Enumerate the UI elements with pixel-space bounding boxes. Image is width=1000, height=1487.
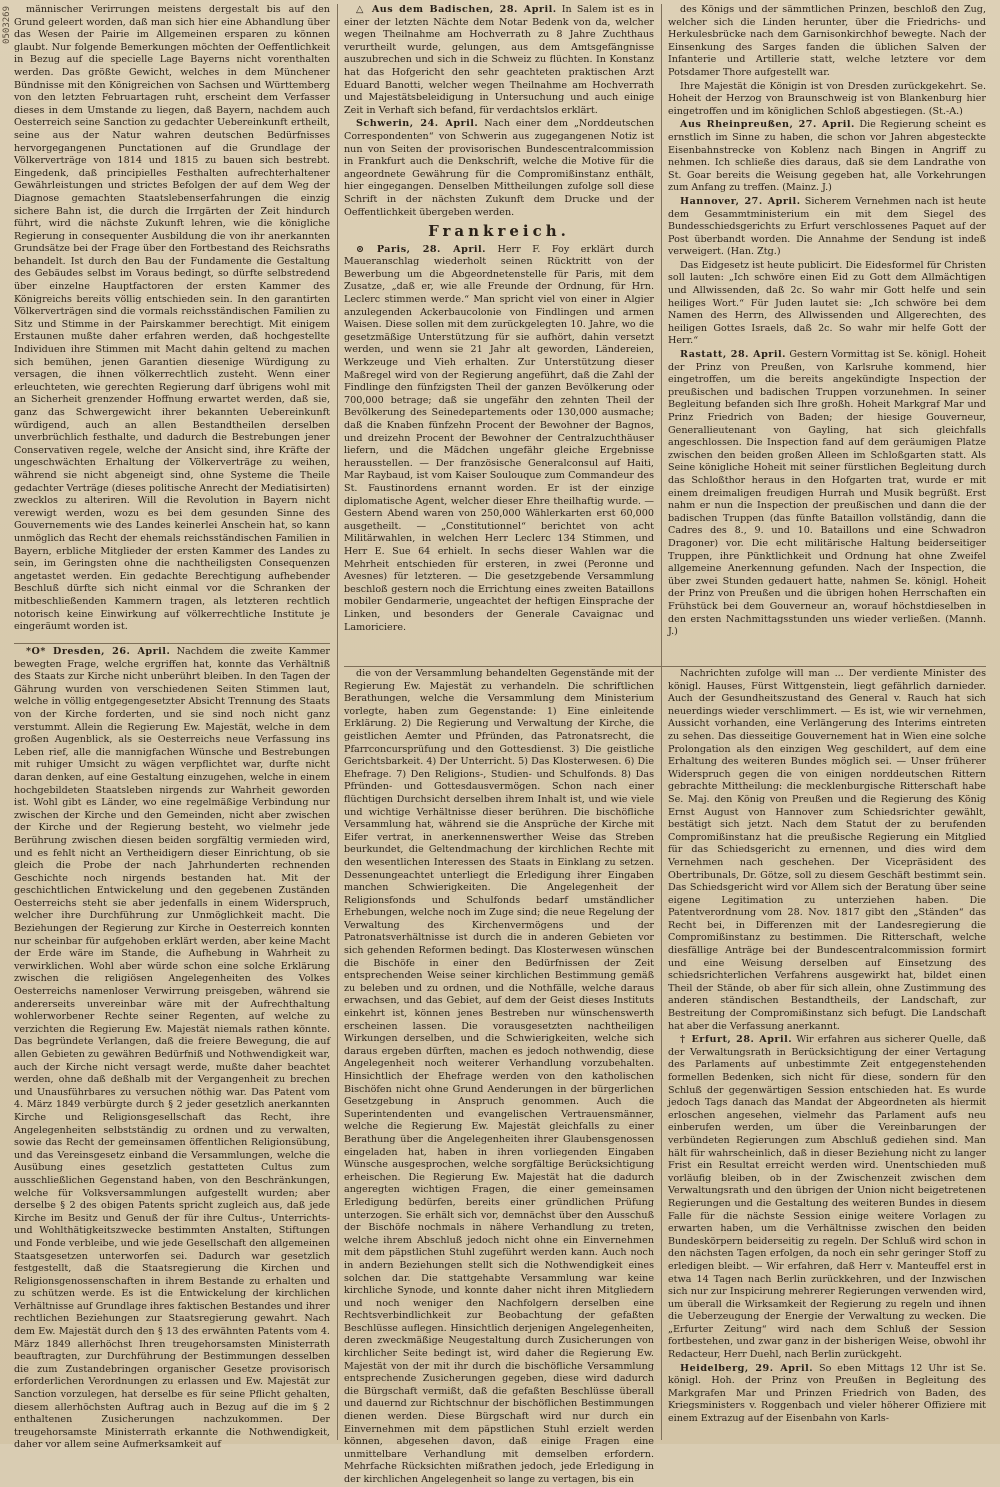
article-body: Wir erfahren aus sicherer Quelle, daß der Verwaltungsrath in Berücksichtigung der einer Vertagung des Parlaments auf unbestimmte Zeit entgegenstehenden formellen Bedenken, sich nicht für diese, sondern für den Schluß der gegenwärtigen Session entschieden hat. Es wurde jedoch Tags danach das Mandat der Abgeordneten als hiermit erloschen angesehen, vielmehr das Parlament aufs neu einberufen werden, um über die Vereinbarungen der verbündeten Regierungen zum Abschluß gediehen sind. Man hält für wahrscheinlich, daß in dieser Beziehung nicht zu langer Frist ein Resultat erreicht werden wird. Unentschieden muß vorläufig bleiben, ob in der Zwischenzeit zwischen dem Verwaltungsrath und den übrigen der Union nicht beigetretenen Regierungen und die Gestaltung des weiteren Bundes in diesem Falle für die nächste Session einige weitere Vorlagen zu erwarten haben, um die Verhältnisse zwischen den beiden Bundeskörpern beiderseitig zu regeln. Der Schluß wird schon in den nächsten Tagen erfolgen, da noch ein sehr geringer Stoff zu erledigen bleibt. — Wir erfahren, daß Herr v. Manteuffel erst in etwa 14 Tagen nach Berlin zurückkehren, und der Inzwischen sich nur zur Inspicirung mehrerer Regierungen verwenden wird, um überall die Wirksamkeit der Regierung zu regeln und ihnen die Ueberzeugung der Energie der Verwaltung zu wecken. Die „Erfurter Zeitung“ wird nach dem Schluß der Session fortbestehen, und zwar ganz in der bisherigen Weise, obwohl ihr Redacteur, Herr Duehl, nach Berlin zurückgeht. xyxy=(668,1034,987,1361)
column-rule-2 xyxy=(661,4,662,1440)
article-schwerin xyxy=(344,118,654,219)
dateline: Aus Rheinpreußen, 27. April. xyxy=(680,119,855,131)
article-body: Nach einer dem „Norddeutschen Correspondenten“ von Schwerin aus zugegangenen Notiz ist nun von Seiten der provisorischen Bundescentralcommission in Frankfurt auch die Denkschrift, welche die Motive für die angeordnete Gewährung für die Compromißinstanz enthält, hier eingegangen. Denselben Mittheilungen zufolge soll diese Schrift in der nächsten Zukunft dem Drucke und der Oeffentlichkeit übergeben werden. xyxy=(344,118,655,218)
article-body: So eben Mittags 12 Uhr ist Se. königl. Hoh. der Prinz von Preußen in Begleitung des Markgrafen Mar und Prinzen Friedrich von Baden, des Kriegsministers v. Roggenbach und vieler höherer Offiziere mit einem Extrazug auf der Eisenbahn von Karls- xyxy=(668,1362,986,1425)
column-2-news xyxy=(344,4,654,667)
article-body: Die Regierung scheint es ernstlich im Sinne zu haben, die schon vor Jahren abgesteckte Eisenbahnstrecke von Koblenz nach Bingen in Angriff zu nehmen. Ich schließe dies daraus, daß sie dem Landrathe von St. Goar bereits die Weisung gegeben hat, alle Vorkehrungen zum Anfang zu treffen. (Mainz. J.) xyxy=(668,119,986,194)
article-rastatt xyxy=(668,349,986,639)
article-eidgesetz: Das Eidgesetz ist heute publicirt. Die Eidesformel für Christen soll lauten: „Ich schwöre einen Eid zu Gott dem Allmächtigen und Allwissenden, daß 2c. So wahr mir Gott helfe und sein heiliges Wort.“ Für Juden lautet sie: „Ich schwöre bei dem Namen des Herrn, des Allwissenden und Allgerechten, des heiligen Gottes Israels, daß 2c. So wahr mir helfe Gott der Herr.“ xyxy=(668,259,986,347)
section-heading-frankreich: Frankreich. xyxy=(428,222,570,241)
article-paris xyxy=(344,244,654,634)
dateline: Hannover, 27. April. xyxy=(680,195,801,207)
page-reference-id: 0503269 xyxy=(2,6,12,44)
column-5-church-article xyxy=(344,668,654,1485)
article-body: Herr F. Foy erklärt durch Maueranschlag wiederholt seinen Rücktritt von der Bewerbung um die Abgeordnetenstelle für Paris, mit dem Zusatze, „daß er, wie alle Freunde der Ordnung, für Hrn. Leclerc stimmen werde.“ Man spricht viel von einer in Algier anzulegenden Ackerbaucolonie von Findlingen und armen Waisen. Diese sollen mit dem zurückgelegten 10. Jahre, wo die gesetzmäßige Unterstützung für sie aufhört, dahin versetzt werden, und wenn sie 21 Jahr alt geworden, Ländereien, Werkzeuge und Vieh erhalten. Zur Unterstützung dieser Maßregel wird von der Regierung angeführt, daß die Zahl der Findlinge den fünfzigsten Theil der ganzen Bevölkerung oder 700,000 betrage; daß sie ungefähr den zehnten Theil der Bevölkerung des Seinedepartements oder 130,000 ausmache; daß die Knaben fünfzehn Procent der Bewohner der Bagnos, und dreizehn Procent der Bewohner der Centralzuchthäuser liefern, und die Mädchen ungefähr gleiche Ergebnisse herausstellen. — Der französische Generalconsul auf Haiti, Mar Raybaud, ist vom Kaiser Soulouque zum Commandeur des St. Faustinordens ernannt worden. Er ist der einzige diplomatische Agent, welcher dieser Ehre theilhaftig wurde. — Gestern Abend waren von 250,000 Wählerkarten erst 60,000 ausgetheilt. — „Constitutionnel“ berichtet von acht Militärwahlen, in welchen Herr Leclerc 134 Stimmen, und Herr E. Sue 64 erhielt. In sechs dieser Wahlen war die Mehrheit entschieden für ersteren, in zwei (Peronne und Avesnes) für letzteren. — Die gesetzgebende Versammlung beschloß gestern noch die Errichtung eines zweiten Bataillons mobiler Gendarmerie, ungeachtet der heftigen Einsprache der Linken, und besonders der Generale Cavaignac und Lamoriciere. xyxy=(344,243,654,633)
column-4-dresden-article xyxy=(14,646,330,1451)
article-body: Gestern Vormittag ist Se. königl. Hoheit der Prinz von Preußen, von Karlsruhe kommend, hier eingetroffen, um die bereits angekündigte Inspection der preußischen und badischen Truppen vorzunehmen. In seiner Begleitung befanden sich Ihre großh. Hoheit Markgraf Mar und Prinz Friedrich von Baden; der hiesige Gouverneur, Generallieutenant von Gayling, hat sich gleichfalls angeschlossen. Die Inspection fand auf dem geräumigen Platze zwischen den beiden großen Alleen im Schloßgarten statt. Als Seine königliche Hoheit mit seiner fürstlichen Begleitung durch das Schloßthor heraus in den Hofgarten trat, wurde er mit einem dreimaligen freudigen Hurrah und Musik begrüßt. Erst nahm er nun die Inspection der preußischen und dann die der badischen Truppen (das fünfte Bataillon vollständig, dann die Cadres des 8., 9. und 10. Bataillons und eine Schwadron Dragoner) vor. Die echt militärische Haltung beiderseitiger Truppen, ihre Pünktlichkeit und Ordnung hat ohne Zweifel allgemeine Anerkennung gefunden. Nach der Inspection, die über zwei Stunden gedauert hatte, nahmen Se. königl. Hoheit der Prinz von Preußen und die übrigen hohen Herrschaften ein Frühstück bei dem Gouverneur an, worauf höchstdieselben in den ersten Nachmittagsstunden uns wieder verließen. (Mannh. J.) xyxy=(668,349,986,638)
dateline: Rastatt, 28. April. xyxy=(680,349,786,361)
dateline: ⊙ Paris, 28. April. xyxy=(356,243,487,255)
article-paragraph: männischer Verirrungen meistens dergestalt bis auf den Grund geleert worden, daß man sich hier eine Abhandlung über das Wesen der Pairie im Allgemeinen ersparen zu können glaubt. Nur folgende Bemerkungen möchten der Oeffentlichkeit in Bezug auf die specielle Lage Bayerns nicht vorenthalten werden. Das größte Gewicht, welches in dem Münchener Bündnisse mit den Königreichen von Sachsen und Württemberg von den letzten Februartagen ruht, erscheint dem Verfasser dieses in dem Umstande zu liegen, daß Bayern, nachdem auch Oesterreich seine Sanction zu gedachter Uebereinkunft ertheilt, seine aus der Natur wahren deutschen Bedürfnisses hervorgegangenen Punctationen auf die Grundlage der Völkerverträge von 1814 und 1815 zu bauen sich bestrebt. Eingedenk, daß principielles Festhalten aufrechterhaltener Gewährleistungen und strictes Befolgen der auf dem Weg der Diagnose gemachten Staatslebenserfahrungen die einzig sichere Bahn ist, die durch die Irrgärten der Zeit hindurch führt, wird die nächste Zukunft lehren, wie die königliche Regierung in consequenter Ausbildung die von ihr anerkannten Grundsätze bei der Frage über den Fortbestand des Reichsraths behandelt. Ist durch den Bau der Fundamente die Gestaltung des Gebäudes selbst im Voraus bedingt, so dürfte selbstredend über einzelne Hauptfactoren der ersten Kammer des Königreichs bereits völlig entschieden sein. In den garantirten Völkerverträgen sind die vormals reichsständischen Familien zu Sitz und Stimme in der Pairskammer berechtigt. Mit einigem Erstaunen mußte daher erfahren werden, daß hochgestellte Individuen ihre Stimmen mit Macht dahin geltend zu machen sich bemühen, jenen Garantien diesenige Würdigung zu versagen, die ihnen völkerrechtlich zusteht. Wenn einer erleuchteten, wie gerechten Regierung darf übrigens wohl mit an Sicherheit grenzender Hoffnung erwartet werden, daß sie, ganz das Schwergewicht ihrer bekannten Uebereinkunft würdigend, auch an allen Bestandtheilen derselben unverbrüchlich festhalte, und dadurch die Bestrebungen jener Conservativen regele, welche der Ansicht sind, ihre Kräfte der ungeschwächten Erhaltung der Völkerverträge zu weihen, während sie nicht abgeneigt sind, ohne Systeme die Theile gedachter Verträge (dieses politische Anrecht der Mediatisirten) zwecklos zu alteriren. Will die Revolution in Bayern nicht verewigt werden, wozu es bei dem gesunden Sinne des Gouvernements wie des Landes keinerlei Anschein hat, so kann unmöglich das Recht der ehemals reichsständischen Familien in Bayern, erbliche Mitglieder der ersten Kammer des Landes zu sein, im Geringsten ohne die nachtheiligsten Consequenzen angetastet werden. Ein gedachte Berechtigung aufhebender Beschluß dürfte sich nicht einmal vor die Schranken der mitbeschließenden Kammern tragen, als letzteren rechtlich notorisch keine Einwirkung auf völkerrechtliche Institute je eingeräumt worden ist. xyxy=(14,4,330,633)
article-baden xyxy=(344,4,654,117)
article-paragraph: die von der Versammlung behandelten Gegenstände mit der Regierung Ew. Majestät zu verhandeln. Die schriftlichen Berathungen, welche die Versammlung dem Ministerium vorlegte, haben zum Gegenstande: 1) Eine einleitende Erklärung. 2) Die Regierung und Verwaltung der Kirche, die geistlichen Aemter und Pfründen, das Patronatsrecht, die Pfarrconcursprüfung und den Gottesdienst. 3) Die geistliche Gerichtsbarkeit. 4) Der Unterricht. 5) Das Klosterwesen. 6) Die Ehefrage. 7) Den Religions-, Studien- und Schulfonds. 8) Das Pfründen- und Gottesdausvermögen. Schon nach einer flüchtigen Durchsicht derselben ihrem Inhalt ist, und wie viele und wichtige Verhältnisse dieser berühren. Die bischöfliche Versammlung hat, während sie die Ansprüche der Kirche mit Eifer vertrat, in anerkennenswerther Weise das Streben beurkundet, die Geltendmachung der kirchlichen Rechte mit den wesentlichen Interessen des Staats in Einklang zu setzen. Dessenungeachtet unterliegt die Erledigung ihrer Eingaben manchen Schwierigkeiten. Die Angelegenheit der Religionsfonds und Schulfonds bedarf umständlicher Erhebungen, welche noch im Zuge sind; die neue Regelung der Verwaltung des Kirchenvermögens und der Patronatsverhältnisse ist durch die in anderen Gebieten vor sich gehenden Reformen bedingt. Das Klosterwesen wünschen die Bischöfe in einer den Bedürfnissen der Zeit entsprechenden Weise seiner kirchlichen Bestimmung gemäß zu beleben und zu ordnen, und die Nothfälle, welche daraus erwachsen, und das Gebiet, auf dem der Geist dieses Instituts einkehrt ist, können jenes Bestreben nur wünschenswerth erscheinen lassen. Die vorausgesetzten nachtheiligen Wirkungen derselben, und die Schwierigkeiten, welche sich daraus ergeben dürften, machen es jedoch nothwendig, diese Angelegenheit noch weiterer Verhandlung vorzubehalten. Hinsichtlich der Ehefrage werden von den katholischen Bischöfen nicht ohne Grund Aenderungen in der bürgerlichen Gesetzgebung in Anspruch genommen. Auch die Superintendenten und evangelischen Vertrauensmänner, welche die Regierung Ew. Majestät gleichfalls zu einer Berathung über die Angelegenheiten ihrer Glaubensgenossen eingeladen hat, haben in ihren vorliegenden Eingaben Wünsche ausgesprochen, welche sorgfältige Berücksichtigung erheischen. Die Regierung Ew. Majestät hat die dadurch angeregten wichtigen Fragen, die einer gemeinsamen Erledigung bedürfen, bereits einer gründlichen Prüfung unterzogen. Sie erhält sich vor, demnächst über den Ausschuß der Bischöfe nochmals in nähere Verhandlung zu treten, welche ihrem Abschluß jedoch nicht ohne ein Einvernehmen mit dem päpstlichen Stuhl zugeführt werden kann. Auch noch in andern Beziehungen stellt sich die Nothwendigkeit eines solchen dar. Die stattgehabte Versammlung war keine kirchliche Synode, und konnte daher nicht ihren Mitgliedern und noch weniger den Nachfolgern derselben eine Rechtsverbindlichkeit zur Beobachtung der gefaßten Beschlüsse auflegen. Hinsichtlich derjenigen Angelegenheiten, deren zweckmäßige Neugestaltung durch Zusicherungen von kirchlicher Seite bedingt ist, wird daher die Regierung Ew. Majestät von der mit ihr durch die bischöfliche Versammlung entsprechende Zusicherungen gegeben, diese wird dadurch die Bürgschaft vermißt, daß die gefaßten Beschlüsse überall und dauernd zur Richtschnur der bischöflichen Bestimmungen dienen werden. Diese Bürgschaft wird nur durch ein Einvernehmen mit dem päpstlichen Stuhl erzielt werden können, abgesehen davon, daß einige Fragen eine unmittelbare Verhandlung mit demselben erfordern. Mehrfache Rücksichten mißrathen jedoch, jede Erledigung in der kirchlichen Angelegenheit so lange zu vertagen, bis ein xyxy=(344,668,654,1485)
article-funeral: des Königs und der sämmtlichen Prinzen, beschloß den Zug, welcher sich die Linden herunter, über die Friedrichs- und Herkulesbrücke nach dem Garnisonkirchhof bewegte. Nach der Einsenkung des Sarges fanden die üblichen Salven der Infanterie und Artillerie statt, welche letztere vor dem Potsdamer Thore aufgestellt war. xyxy=(668,4,986,78)
article-body: In Salem ist es in einer der letzten Nächte dem Notar Bedenk von da, welcher wegen Theilnahme am Hochverrath zu 8 Jahre Zuchthaus verurtheilt wurde, gelungen, aus dem Amtsgefängnisse auszubrechen und sich in die Schweiz zu flüchten. In Konstanz hat das Hofgericht den sehr geachteten praktischen Arzt Eduard Banotti, welcher wegen Theilnahme am Hochverrath und Majestätsbeleidigung in Untersuchung und auch einige Zeit in Verhaft sich befand, für verdachtslos erklärt. xyxy=(344,4,655,116)
dateline: † Erfurt, 28. April. xyxy=(680,1034,793,1046)
dateline: Schwerin, 24. April. xyxy=(356,118,479,130)
column-rule-1 xyxy=(337,4,338,1440)
article-body: Sicherem Vernehmen nach ist heute dem Gesammtministerium ein mit dem Siegel des Bundesschiedsgerichts zu Erfurt verschlossenes Paquet auf der Post überbandt worden. Die Annahme der Sendung ist indeß verweigert. (Han. Ztg.) xyxy=(668,195,986,258)
dateline: *O* Dresden, 26. April. xyxy=(26,646,171,657)
dateline: △ Aus dem Badischen, 28. April. xyxy=(356,4,557,15)
article-erfurt xyxy=(668,1034,986,1361)
article-berlin: Nachrichten zufolge will man ... Der verdiente Minister des königl. Hauses, Fürst Wittgenstein, liegt gefährlich darnieder. Auch der Gesundheitszustand des General v. Rauch hat sich neuerdings wieder verschlimmert. — Es ist, wie wir vernehmen, Aussicht vorhanden, eine Verlängerung des Interims eintreten zu sehen. Das diesseitige Gouvernement hat in Wien eine solche Prolongation als den einzigen Weg geschildert, auf dem eine Erhaltung des weiteren Bundes möglich sei. — Unser früherer Widerspruch gegen die von einigen norddeutschen Rittern gebrachte Mittheilung: die mecklenburgische Ritterschaft habe Se. Maj. den König von Preußen und die Regierung des König Ernst August von Hannover zum Schiedsrichter gewählt, bestätigt sich jetzt. Nach dem Statut der zu berufenden Compromißinstanz hat die preußische Regierung ein Mitglied für das Schiedsgericht zu ernennen, und dies wird dem Vernehmen nach geschehen. Der Vicepräsident des Obertribunals, Dr. Götze, soll zu diesem Geschäft bestimmt sein. Das Schiedsgericht wird vor Allem sich der Beratung über seine eigene Legitimation zu unterziehen haben. Die Patentverordnung vom 28. Nov. 1817 gibt den „Ständen“ das Recht bei, in Differenzen mit der Landesregierung die Compromißinstanz zu bestimmen. Die Ritterschaft, welche diesfällige Anträge bei der Bundescentralcommission formirt und eine Weisung derselben auf Einsetzung des schiedsrichterlichen Verfahrens ausgewirkt hat, bildet einen Theil der Stände, ob aber für sich allein, ohne Zustimmung des anderen ständischen Bestandtheils, der Landschaft, zur Bestreitung der Compromißinstanz sich befugt. Die Landschaft hat aber die Verfassung anerkannt. xyxy=(668,668,986,1032)
article-hannover xyxy=(668,196,986,259)
article-heidelberg xyxy=(668,1363,986,1426)
column-6-news xyxy=(668,668,986,1438)
dateline: Heidelberg, 29. April. xyxy=(680,1362,814,1374)
column-3-news xyxy=(668,4,986,667)
article-queen: Ihre Majestät die Königin ist von Dresden zurückgekehrt. Se. Hoheit der Herzog von Braunschweig ist von Blankenburg hier eingetroffen und im königlichen Schloß abgestiegen. (St.-A.) xyxy=(668,80,986,117)
column-1-bavaria-article xyxy=(14,4,330,642)
article-rheinpreussen xyxy=(668,119,986,195)
article-body: Nachdem die zweite Kammer bewegten Frage, welche ergriffen hat, konnte das Verhältniß des Staats zur Kirche nicht unberührt bleiben. In den Tagen der Gährung wurden von verschiedenen Seiten Stimmen laut, welche in völlig entgegengesetzter Absicht Trennung des Staats von der Kirche forderten, und sie sind noch nicht ganz verstummt. Allein die Regierung Ew. Majestät, welche in dem großen Augenblick, als sie Oesterreichs neue Verfassung ins Leben rief, alle die mannigfachen Wünsche und Bestrebungen mit ruhiger Umsicht zu wägen verpflichtet war, durfte nicht daran denken, auf eine Gestaltung einzugehen, welche in einem hochgebildeten Staatsleben nirgends zur Wahrheit geworden ist. Wohl gibt es Länder, wo eine regelmäßige Verbindung nur zwischen der Kirche und den Gemeinden, nicht aber zwischen der Kirche und der Regierung besteht, wo vielmehr jede Berührung zwischen diesen beiden sorgfältig vermieden wird, und es fehlt nicht an Vertheidigern dieser Einrichtung, ob sie gleich die Probe der nach Jahrhunderten rechnenden Geschichte noch nirgends bestanden hat. Mit der geschichtlichen Entwickelung und den gegebenen Zuständen Oesterreichs steht sie aber jedenfalls in einem Widerspruch, welcher ihre Durchführung zur Unmöglichkeit macht. Die Beziehungen der Regierung zur Kirche in Oesterreich konnten nur scheinbar für aufgehoben erklärt werden, aber keine Macht der Erde wäre im Stande, die Aufhebung in Wahrheit zu verwirklichen. Wohl aber würde schon eine solche Erklärung zwischen die religiösen Angelegenheiten des Volkes Oesterreichs namenloser Verwirrung preisgeben, während sie andererseits unvereinbar wäre mit der Aufrechthaltung wohlerworbener Rechte seiner Regenten, auf welche zu verzichten die Regierung Ew. Majestät niemals rathen könnte. Das begründete Verlangen, daß die freiere Bewegung, die auf allen Gebieten zu gewähren Bedürfniß und Nothwendigkeit war, auch der Kirche nicht versagt werde, mußte daher beachtet werden, ohne daß deßhalb mit der Vergangenheit zu brechen und Unausführbares zu versuchen nöthig war. Das Patent vom 4. März 1849 verbürgte durch § 2 jeder gesetzlich anerkannten Kirche und Religionsgesellschaft das Recht, ihre Angelegenheiten selbstständig zu ordnen und zu verwalten, sowie das Recht der gemeinsamen öffentlichen Religionsübung, und das Vereinsgesetz einband die Versammlungen, welche die Ausübung eines gesetzlich gestatteten Cultus zum ausschließlichen Gegenstand haben, von den Beschränkungen, welche für Volksversammlungen aufgestellt wurden; aber derselbe § 2 des obigen Patents spricht zugleich aus, daß jede Kirche im Besitz und Genuß der für ihre Cultus-, Unterrichts- und Wohlthätigkeitszwecke bestimmten Anstalten, Stiftungen und Fonde verbleibe, und wie jede Gesellschaft den allgemeinen Staatsgesetzen unterworfen sei. Dadurch war gesetzlich festgestellt, daß die Staatsregierung die Kirchen und Religionsgenossenschaften in ihrem Bestande zu erhalten und zu schützen werde. Es ist die Entwickelung der kirchlichen Verhältnisse auf Grundlage ihres faktischen Bestandes und ihrer rechtlichen Beziehungen zur Staatsregierung gewahrt. Nach dem Ew. Majestät durch den § 13 des erwähnten Patents vom 4. März 1849 allerhöchst Ihren treugehorsamsten Ministerrath beauftragten, zur Durchführung der Bestimmungen desselben die zum Zustandebringen organischer Gesetze provisorisch erforderlichen Verordnungen zu erlassen und Ew. Majestät zur Sanction vorzulegen, hat derselbe es für seine Pflicht gehalten, diesem allerhöchsten Auftrag auch in Bezug auf die im § 2 enthaltenen Zusicherungen nachzukommen. Der treugehorsamste Ministerrath erkannte die Nothwendigkeit, daher vor allem seine Aufmerksamkeit auf xyxy=(14,646,330,1451)
section-rule-left xyxy=(14,643,330,644)
article-dresden xyxy=(14,646,330,1452)
